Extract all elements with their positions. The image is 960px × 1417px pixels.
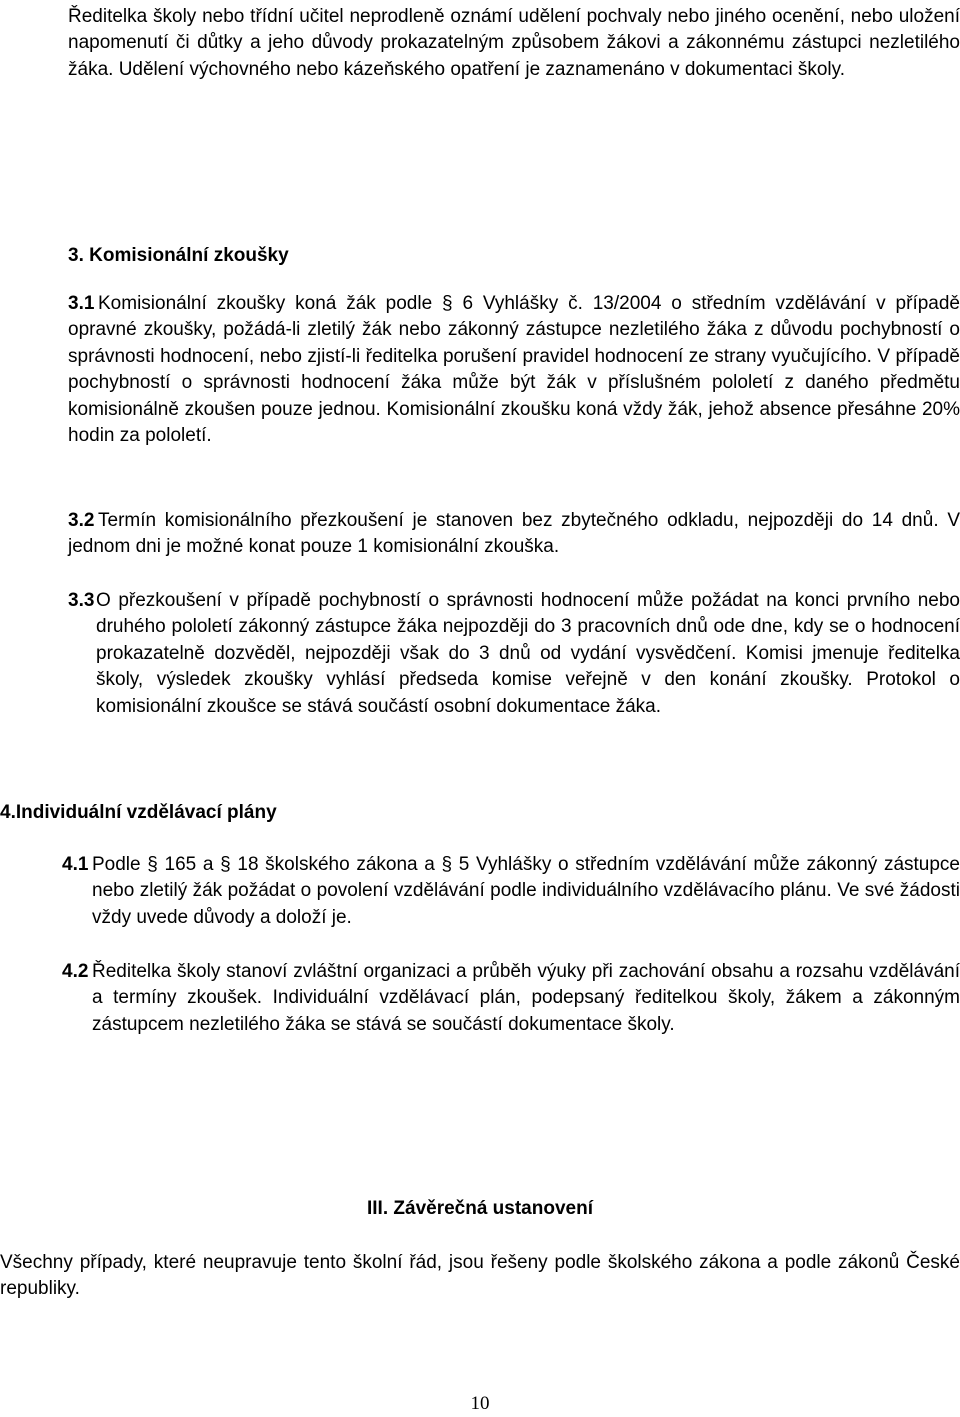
item-3-1-text: Komisionální zkoušky koná žák podle § 6 Vyhlášky č. 13/2004 o středním vzdělávání v případě opravné zkoušky, požádá-li zletilý žák nebo zákonný zástupce nezletilého žáka z důvodu pochybností o správnosti hodnocení, nebo zjistí-li ředitelka porušení pravidel hodnocení ze strany vyučujícího. V případě pochybností o správnosti hodnocení žáka může být žák v příslušném pololetí z daného předmětu komisionálně zkoušen pouze jednou. Komisionální zkoušku koná vždy žák, jehož absence přesáhne 20% hodin za pololetí. bbox=[68, 293, 960, 447]
item-4-2-text: Ředitelka školy stanoví zvláštní organizaci a průběh výuky při zachování obsahu a rozsahu vzdělávání a termíny zkoušek. Individuální vzdělávací plán, podepsaný ředitelkou školy, žákem a zákonným zástupcem nezletilého žáka se stává se součástí dokumentace školy. bbox=[92, 961, 960, 1035]
closing-paragraph: Všechny případy, které neupravuje tento školní řád, jsou řešeny podle školského zákona a podle zákonů České republiky. bbox=[0, 1252, 960, 1300]
section-3-heading: 3. Komisionální zkoušky bbox=[68, 245, 289, 266]
item-4-1-text: Podle § 165 a § 18 školského zákona a § 5 Vyhlášky o středním vzdělávání může zákonný zástupce nebo zletilý žák požádat o povolení vzdělávání podle individuálního vzdělávacího plánu. Ve své žádosti vždy uvede důvody a doloží je. bbox=[92, 854, 960, 928]
page-number: 10 bbox=[470, 1393, 490, 1414]
item-3-2-number: 3.2 bbox=[68, 510, 95, 531]
item-4-2-number: 4.2 bbox=[62, 961, 89, 982]
item-3-1-number: 3.1 bbox=[68, 293, 95, 314]
item-4-1-number: 4.1 bbox=[62, 854, 89, 875]
intro-paragraph: Ředitelka školy nebo třídní učitel neprodleně oznámí udělení pochvaly nebo jiného ocenění, nebo uložení napomenutí či důtky a jeho důvody prokazatelným způsobem žákovi a zákonnému zástupci nezletilého žáka. Udělení výchovného nebo kázeňského opatření je zaznamenáno v dokumentaci školy. bbox=[68, 6, 960, 80]
item-3-3-number: 3.3 bbox=[68, 590, 95, 611]
item-3-3-text: O přezkoušení v případě pochybností o správnosti hodnocení může požádat na konci prvního nebo druhého pololetí zákonný zástupce žáka nejpozději do 3 pracovních dnů ode dne, kdy se o hodnocení prokazatelně dozvěděl, nejpozději však do 3 dnů od vydání vysvědčení. Komisi jmenuje ředitelka školy, výsledek zkoušky vyhlásí předseda komise veřejně v den konání zkoušky. Protokol o komisionální zkoušce se stává součástí osobní dokumentace žáka. bbox=[96, 590, 960, 717]
part-3-heading: III. Závěrečná ustanovení bbox=[367, 1198, 593, 1219]
section-4-heading: 4.Individuální vzdělávací plány bbox=[0, 802, 277, 823]
item-3-2-text: Termín komisionálního přezkoušení je stanoven bez zbytečného odkladu, nejpozději do 14 dnů. V jednom dni je možné konat pouze 1 komisionální zkouška. bbox=[68, 510, 960, 558]
